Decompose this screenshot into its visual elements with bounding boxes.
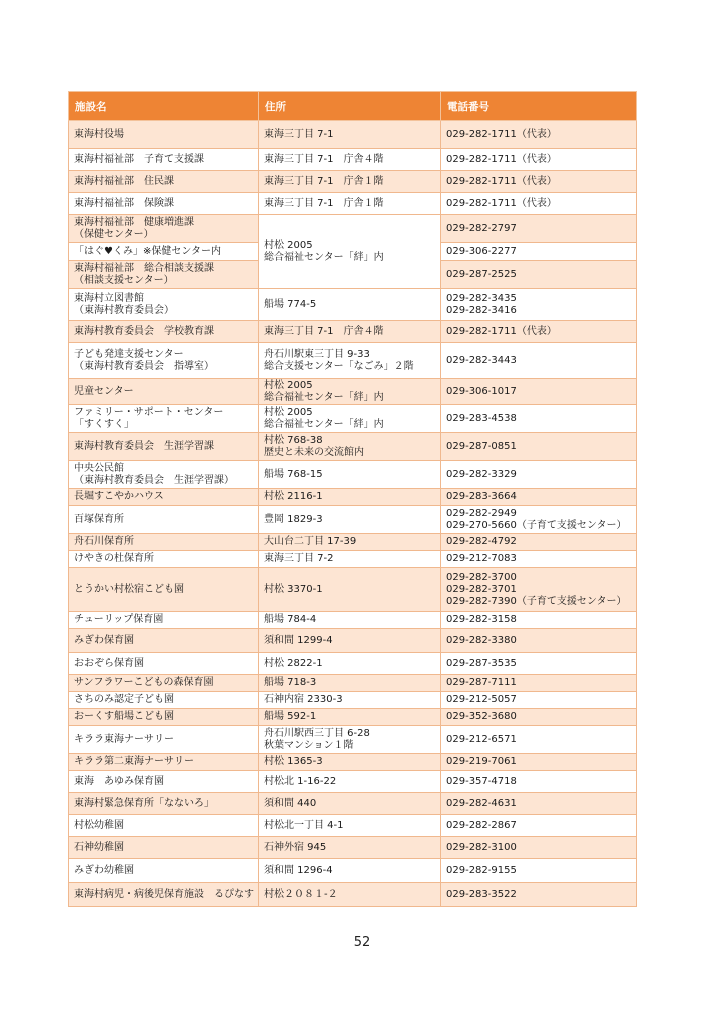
facility-phone-line: 029-287-3535	[446, 657, 517, 669]
header-facility-name: 施設名	[69, 92, 259, 121]
facility-address-line: 村松 3370-1	[264, 583, 323, 595]
facility-address-line: 総合支援センター「なごみ」２階	[264, 360, 414, 372]
facility-name-line: （東海村教育委員会 指導室）	[74, 360, 214, 372]
facility-name	[69, 568, 259, 612]
facility-name	[69, 289, 259, 321]
facility-phone	[441, 612, 637, 629]
facility-phone	[441, 568, 637, 612]
facility-phone	[441, 215, 637, 243]
facility-address-line: 船場 784-4	[264, 614, 317, 625]
facility-phone	[441, 726, 637, 754]
facility-name	[69, 261, 259, 289]
facility-name-line: 東海村教育委員会 学校教育課	[74, 325, 214, 337]
facility-name	[69, 551, 259, 568]
facility-name	[69, 815, 259, 837]
table-row	[69, 837, 637, 859]
facility-name-line: おおぞら保育園	[74, 657, 144, 669]
table-row	[69, 289, 637, 321]
facility-phone	[441, 243, 637, 261]
facility-phone-line: 029-282-2797	[446, 222, 517, 234]
facility-phone	[441, 506, 637, 534]
facility-phone	[441, 121, 637, 149]
facility-name	[69, 726, 259, 754]
facility-address-line: 東海三丁目 7-1 庁舎４階	[264, 153, 384, 165]
facility-phone	[441, 405, 637, 433]
facility-name	[69, 506, 259, 534]
header-address: 住所	[259, 92, 441, 121]
table-row	[69, 506, 637, 534]
facility-name	[69, 215, 259, 243]
facility-phone	[441, 653, 637, 675]
facility-name-line: 東海村教育委員会 生涯学習課	[74, 440, 214, 452]
facility-phone	[441, 629, 637, 653]
facility-phone	[441, 837, 637, 859]
facility-name-line: 東海村役場	[74, 128, 124, 140]
facility-address	[259, 343, 441, 379]
table-row	[69, 321, 637, 343]
facility-address-line: 東海三丁目 7-1 庁舎１階	[264, 197, 384, 209]
facility-phone	[441, 379, 637, 405]
table-row	[69, 612, 637, 629]
facility-name-line: チューリップ保育園	[74, 614, 164, 625]
facility-name-line: 東海村福祉部 住民課	[74, 175, 174, 187]
facility-name	[69, 675, 259, 692]
facility-phone-line: 029-282-3435	[446, 292, 517, 304]
facility-address-line: 東海三丁目 7-1 庁舎４階	[264, 325, 384, 337]
facility-phone	[441, 193, 637, 215]
facility-address	[259, 629, 441, 653]
facility-name	[69, 343, 259, 379]
facility-address-line: 須和間 440	[264, 797, 317, 809]
facility-phone	[441, 489, 637, 506]
facility-name	[69, 793, 259, 815]
facility-address-line: 須和間 1296-4	[264, 864, 333, 876]
facility-address	[259, 726, 441, 754]
table-row	[69, 883, 637, 907]
facility-phone	[441, 883, 637, 907]
facility-address-line: 舟石川駅東三丁目 9-33	[264, 348, 370, 360]
facility-address	[259, 379, 441, 405]
facility-address-line: 大山台二丁目 17-39	[264, 536, 357, 547]
facility-address-line: 船場 718-3	[264, 677, 317, 688]
facility-phone-line: 029-282-3700	[446, 571, 517, 583]
facility-phone	[441, 692, 637, 709]
facility-phone-line: 029-282-1711（代表）	[446, 325, 557, 337]
facility-phone	[441, 709, 637, 726]
page-number: 52	[353, 935, 371, 950]
facility-address	[259, 149, 441, 171]
facility-address	[259, 289, 441, 321]
facility-name	[69, 193, 259, 215]
facility-phone-line: 029-282-3701	[446, 583, 517, 595]
facility-name	[69, 883, 259, 907]
facility-name	[69, 653, 259, 675]
facility-name	[69, 171, 259, 193]
table-row	[69, 568, 637, 612]
facility-name-line: 中央公民館	[74, 462, 124, 474]
facility-address-line: 総合福祉センター「絆」内	[264, 418, 384, 430]
facility-name-line: 東海 あゆみ保育園	[74, 775, 164, 787]
table-row	[69, 405, 637, 433]
facility-name	[69, 149, 259, 171]
facility-phone	[441, 461, 637, 489]
facility-address-line: 船場 592-1	[264, 711, 317, 722]
facility-phone-line: 029-282-4792	[446, 536, 517, 547]
table-row	[69, 461, 637, 489]
facility-phone-line: 029-212-6571	[446, 733, 517, 745]
facility-name-line: 長堀すこやかハウス	[74, 491, 164, 502]
facility-address	[259, 551, 441, 568]
facility-phone-line: 029-282-3380	[446, 634, 517, 646]
facility-address	[259, 883, 441, 907]
facility-phone-line: 029-219-7061	[446, 756, 517, 767]
facility-phone	[441, 289, 637, 321]
facility-address	[259, 405, 441, 433]
facility-phone-line: 029-287-7111	[446, 677, 517, 688]
facility-phone-line: 029-282-3416	[446, 304, 517, 316]
table-row	[69, 629, 637, 653]
facility-phone-line: 029-282-7390（子育て支援センター）	[446, 595, 627, 607]
facility-name	[69, 692, 259, 709]
facility-address-line: 歴史と未来の交流館内	[264, 446, 364, 458]
facility-phone-line: 029-282-9155	[446, 864, 517, 876]
facility-name-line: さちのみ認定子ども園	[74, 694, 174, 705]
facility-name	[69, 121, 259, 149]
facility-name	[69, 709, 259, 726]
facility-name-line: 石神幼稚園	[74, 841, 124, 853]
facility-address	[259, 815, 441, 837]
facility-phone	[441, 149, 637, 171]
facility-name-line: ファミリー・サポート・センター	[74, 406, 224, 418]
facility-address-line: 総合福祉センター「絆」内	[264, 251, 384, 263]
facility-phone	[441, 771, 637, 793]
facility-phone-line: 029-306-2277	[446, 245, 517, 257]
table-row	[69, 343, 637, 379]
facility-phone-line: 029-282-1711（代表）	[446, 153, 557, 165]
facility-name-line: みぎわ幼稚園	[74, 864, 134, 876]
facility-address	[259, 506, 441, 534]
facility-phone	[441, 859, 637, 883]
facility-address-line: 村松２０８１-２	[264, 888, 338, 900]
facility-address-line: 村松 2005	[264, 379, 313, 391]
facility-name	[69, 489, 259, 506]
facility-address-line: 総合福祉センター「絆」内	[264, 391, 384, 403]
facility-phone-line: 029-282-3443	[446, 354, 517, 366]
table-row	[69, 771, 637, 793]
facility-phone	[441, 321, 637, 343]
facility-address-line: 村松北 1-16-22	[264, 775, 337, 787]
table-row	[69, 709, 637, 726]
facility-phone	[441, 343, 637, 379]
facility-address	[259, 121, 441, 149]
facility-phone	[441, 675, 637, 692]
table-row	[69, 534, 637, 551]
facility-name-line: みぎわ保育園	[74, 634, 134, 646]
facility-name-line: 子ども発達支援センター	[74, 348, 184, 360]
facility-phone-line: 029-212-5057	[446, 694, 517, 705]
facility-name-line: 東海村病児・病後児保育施設 るぴなす	[74, 888, 254, 900]
facility-name-line: （相談支援センター）	[74, 274, 174, 286]
facility-name-line: （東海村教育委員会）	[74, 304, 174, 316]
facility-phone-line: 029-282-1711（代表）	[446, 128, 557, 140]
facility-phone	[441, 815, 637, 837]
table-row	[69, 692, 637, 709]
facility-phone-line: 029-212-7083	[446, 553, 517, 564]
facility-address-line: 村松 2822-1	[264, 657, 323, 669]
facility-phone-line: 029-282-1711（代表）	[446, 197, 557, 209]
facility-phone-line: 029-306-1017	[446, 385, 517, 397]
facility-name-line: 「はぐ♥くみ」※保健センター内	[74, 245, 221, 257]
facility-address	[259, 534, 441, 551]
facility-phone-line: 029-283-3522	[446, 888, 517, 900]
facility-name-line: （保健センター）	[74, 228, 154, 240]
facility-address-line: 石神外宿 945	[264, 841, 327, 853]
facility-name-line: 東海村福祉部 保険課	[74, 197, 174, 209]
table-row	[69, 121, 637, 149]
facility-phone-line: 029-287-0851	[446, 440, 517, 452]
facility-address	[259, 675, 441, 692]
facility-address-line: 秋葉マンション１階	[264, 739, 354, 751]
facility-phone	[441, 261, 637, 289]
facility-address	[259, 568, 441, 612]
facility-name-line: サンフラワーこどもの森保育園	[74, 677, 214, 688]
facility-name	[69, 405, 259, 433]
facility-address	[259, 754, 441, 771]
facility-address-line: 石神内宿 2330-3	[264, 694, 343, 705]
facility-name-line: 児童センター	[74, 385, 134, 397]
facility-address	[259, 653, 441, 675]
facility-address-line: 須和間 1299-4	[264, 634, 333, 646]
facility-address	[259, 321, 441, 343]
facility-address-line: 村松北一丁目 4-1	[264, 819, 344, 831]
facility-address-line: 豊岡 1829-3	[264, 513, 323, 525]
facility-address-line: 村松 768-38	[264, 434, 323, 446]
header-phone: 電話番号	[441, 92, 637, 121]
facility-phone-line: 029-282-2867	[446, 819, 517, 831]
facility-address	[259, 859, 441, 883]
facility-phone-line: 029-282-3158	[446, 614, 517, 625]
facility-name	[69, 534, 259, 551]
facility-phone-line: 029-282-3100	[446, 841, 517, 853]
facility-address	[259, 771, 441, 793]
facility-phone	[441, 754, 637, 771]
table-row	[69, 193, 637, 215]
facility-name	[69, 629, 259, 653]
facility-name-line: おーくす船場こども園	[74, 711, 174, 722]
facility-name-line: 舟石川保育所	[74, 536, 134, 547]
facility-name	[69, 243, 259, 261]
facility-phone-line: 029-282-4631	[446, 797, 517, 809]
facility-address	[259, 793, 441, 815]
table-row	[69, 754, 637, 771]
facility-address-line: 東海三丁目 7-1	[264, 128, 334, 140]
facility-address-line: 東海三丁目 7-1 庁舎１階	[264, 175, 384, 187]
facility-address-line: 村松 2005	[264, 406, 313, 418]
facility-address	[259, 709, 441, 726]
table-row	[69, 726, 637, 754]
facility-address	[259, 612, 441, 629]
facility-address	[259, 215, 441, 289]
facility-name	[69, 859, 259, 883]
facility-name	[69, 837, 259, 859]
facility-name-line: キララ東海ナーサリー	[74, 733, 174, 745]
facility-address	[259, 692, 441, 709]
facility-name-line: 東海村立図書館	[74, 292, 144, 304]
facility-name-line: キララ第二東海ナーサリー	[74, 756, 194, 767]
facility-phone	[441, 534, 637, 551]
table-row	[69, 489, 637, 506]
facility-name-line: 東海村福祉部 健康増進課	[74, 216, 194, 228]
facility-name-line: 東海村福祉部 子育て支援課	[74, 153, 204, 165]
table-row	[69, 859, 637, 883]
facility-phone-line: 029-283-4538	[446, 412, 517, 424]
table-row	[69, 815, 637, 837]
facility-phone-line: 029-282-3329	[446, 468, 517, 480]
facility-phone	[441, 551, 637, 568]
table-row	[69, 433, 637, 461]
facility-address	[259, 461, 441, 489]
facility-name	[69, 379, 259, 405]
table-row	[69, 653, 637, 675]
facility-address	[259, 837, 441, 859]
table-row	[69, 551, 637, 568]
facility-phone-line: 029-352-3680	[446, 711, 517, 722]
facility-address-line: 東海三丁目 7-2	[264, 553, 334, 564]
facility-phone	[441, 171, 637, 193]
facility-address	[259, 193, 441, 215]
facility-phone-line: 029-283-3664	[446, 491, 517, 502]
facility-address-line: 船場 768-15	[264, 468, 323, 480]
facility-address-line: 舟石川駅西三丁目 6-28	[264, 727, 370, 739]
table-row	[69, 793, 637, 815]
facility-address	[259, 433, 441, 461]
facility-name	[69, 321, 259, 343]
facility-address-line: 村松 1365-3	[264, 756, 323, 767]
table-row	[69, 149, 637, 171]
facility-name-line: 村松幼稚園	[74, 819, 124, 831]
facility-phone-line: 029-282-1711（代表）	[446, 175, 557, 187]
facility-address	[259, 489, 441, 506]
facility-table	[68, 91, 637, 907]
table-row	[69, 215, 637, 243]
facility-address-line: 村松 2005	[264, 239, 313, 251]
facility-name-line: 東海村福祉部 総合相談支援課	[74, 262, 214, 274]
facility-address-line: 船場 774-5	[264, 298, 317, 310]
facility-name-line: 百塚保育所	[74, 513, 124, 525]
table-header-row	[69, 92, 637, 121]
facility-name	[69, 461, 259, 489]
table-row	[69, 171, 637, 193]
facility-name	[69, 754, 259, 771]
facility-name-line: けやきの杜保育所	[74, 553, 154, 564]
facility-name-line: 東海村緊急保育所「なないろ」	[74, 797, 214, 809]
facility-address	[259, 171, 441, 193]
facility-phone-line: 029-282-2949	[446, 507, 517, 519]
facility-name-line: とうかい村松宿こども園	[74, 583, 184, 595]
facility-phone	[441, 793, 637, 815]
facility-phone-line: 029-270-5660（子育て支援センター）	[446, 519, 627, 531]
facility-name	[69, 612, 259, 629]
facility-phone	[441, 433, 637, 461]
facility-phone-line: 029-357-4718	[446, 775, 517, 787]
facility-address-line: 村松 2116-1	[264, 491, 323, 502]
facility-name-line: （東海村教育委員会 生涯学習課）	[74, 474, 234, 486]
table-row	[69, 675, 637, 692]
facility-name	[69, 771, 259, 793]
facility-name-line: 「すくすく」	[74, 418, 134, 430]
facility-phone-line: 029-287-2525	[446, 268, 517, 280]
table-row	[69, 379, 637, 405]
facility-name	[69, 433, 259, 461]
